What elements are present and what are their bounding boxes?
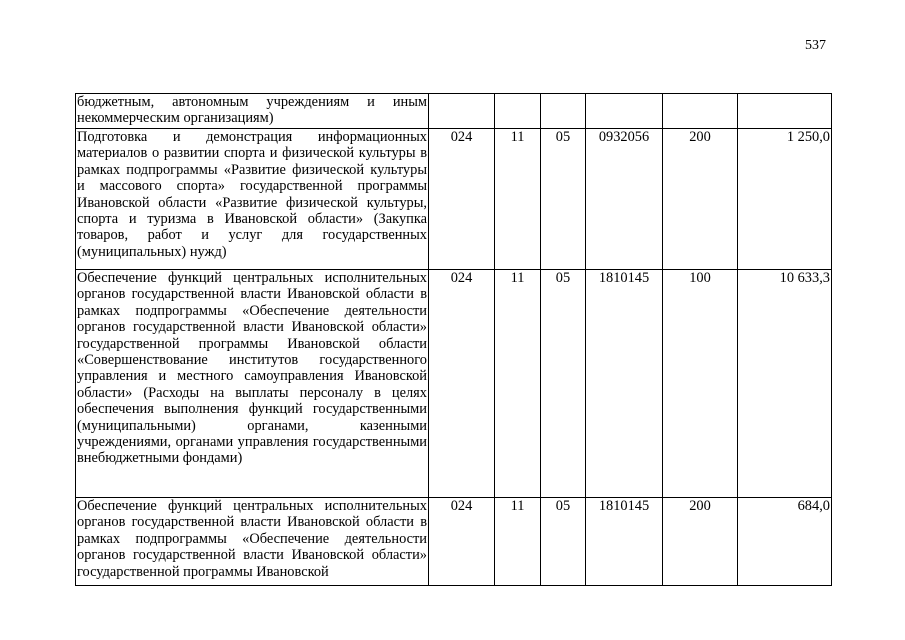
amount: 1 250,0 (738, 129, 832, 270)
subsection-code: 05 (541, 129, 586, 270)
amount (738, 94, 832, 129)
ved-code (429, 94, 495, 129)
table-row (76, 498, 832, 586)
target-article-code: 0932056 (586, 129, 663, 270)
expense-type-code: 200 (663, 498, 738, 586)
expense-type-code: 200 (663, 129, 738, 270)
table-row (76, 94, 832, 129)
amount: 10 633,3 (738, 270, 832, 498)
table-row (76, 129, 832, 270)
row-description: Обеспечение функций центральных исполнительных органов государственной власти Ивановской области в рамках подпрограммы «Обеспечение деятельности органов государственной власти Ивановской области» государственной программы Ивановской (76, 498, 429, 586)
row-description: Подготовка и демонстрация информационных материалов о развитии спорта и физической культуры в рамках подпрограммы «Развитие физической культуры и массового спорта» государственной программы Ивановской области «Развитие физической культуры, спорта и туризма в Ивановской области» (Закупка товаров, работ и услуг для государственных (муниципальных) нужд) (76, 129, 429, 270)
page-number: 537 (805, 38, 826, 53)
section-code (495, 94, 541, 129)
table-row (76, 270, 832, 498)
row-description: бюджетным, автономным учреждениям и иным некоммерческим организациям) (76, 94, 429, 129)
budget-table (75, 93, 832, 586)
section-code: 11 (495, 129, 541, 270)
target-article-code (586, 94, 663, 129)
ved-code: 024 (429, 498, 495, 586)
target-article-code: 1810145 (586, 498, 663, 586)
subsection-code: 05 (541, 498, 586, 586)
ved-code: 024 (429, 270, 495, 498)
target-article-code: 1810145 (586, 270, 663, 498)
section-code: 11 (495, 270, 541, 498)
subsection-code (541, 94, 586, 129)
expense-type-code: 100 (663, 270, 738, 498)
row-description: Обеспечение функций центральных исполнительных органов государственной власти Ивановской области в рамках подпрограммы «Обеспечение деятельности органов государственной власти Ивановской области» государственной программы Ивановской области «Совершенствование институтов государственного управления и местного самоуправления Ивановской области» (Расходы на выплаты персоналу в целях обеспечения выполнения функций государственными (муниципальными) органами, казенными учреждениями, органами управления государственными внебюджетными фондами) (76, 270, 429, 498)
amount: 684,0 (738, 498, 832, 586)
subsection-code: 05 (541, 270, 586, 498)
section-code: 11 (495, 498, 541, 586)
expense-type-code (663, 94, 738, 129)
ved-code: 024 (429, 129, 495, 270)
